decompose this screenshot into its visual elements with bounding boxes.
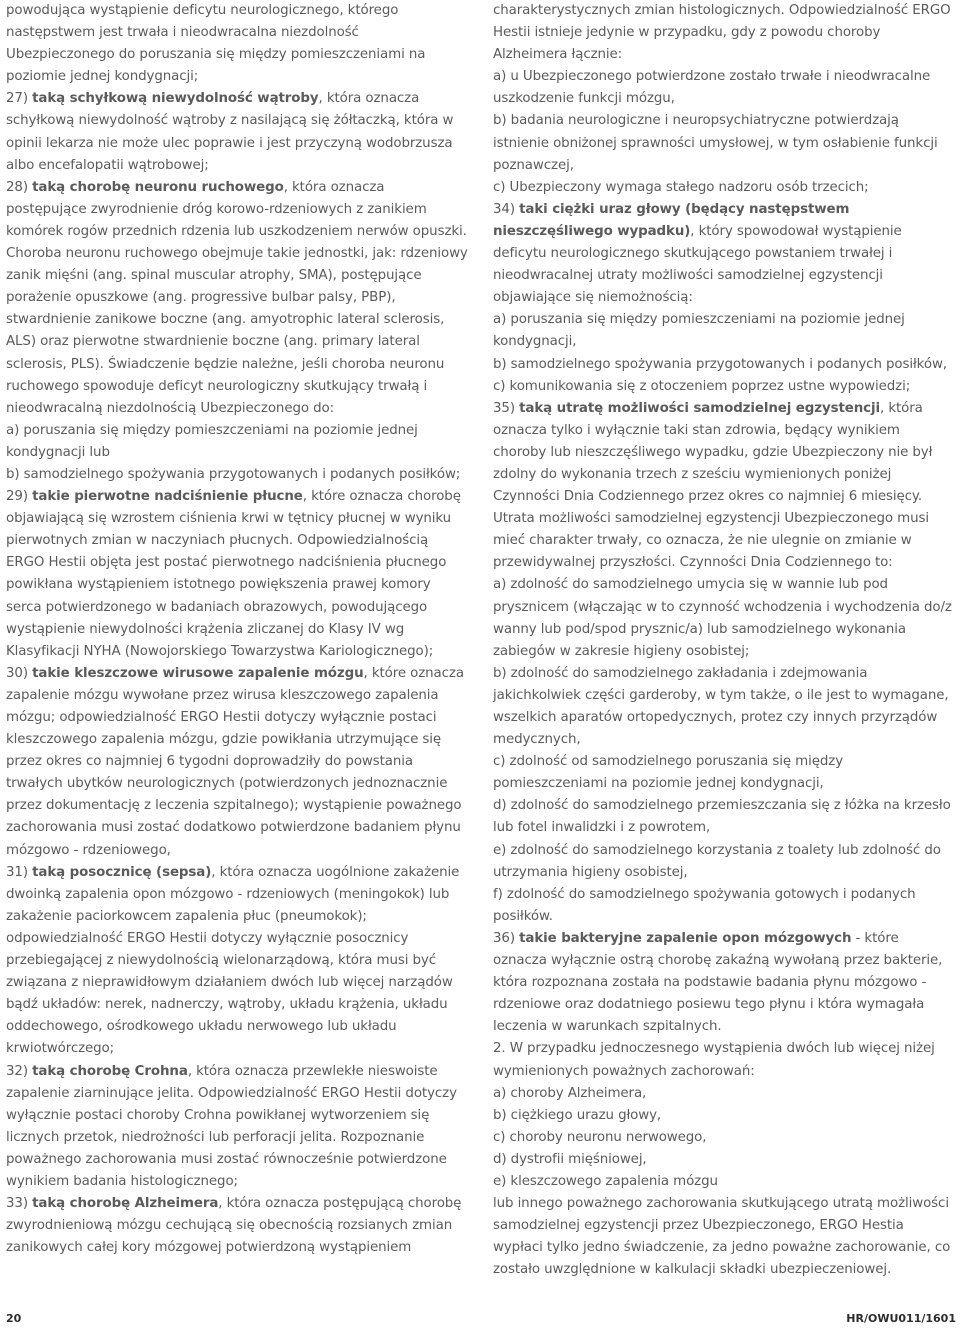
- paragraph: [493, 376, 955, 398]
- text-segment: lub innego poważnego zachorowania skutkującego utratą możliwości samodzielnej egzystencji przez Ubezpieczonego, ERGO Hestia wypłaci tylko jedno świadczenie, za jedno poważne zachorowanie, co zostało uwzględnione w kalkulacji składki ubezpieczeniowej.: [493, 1196, 951, 1278]
- paragraph: [493, 840, 955, 884]
- paragraph: [493, 199, 955, 309]
- paragraph: [493, 354, 955, 376]
- paragraph: [6, 1193, 468, 1259]
- text-segment: b) ciężkiego urazu głowy,: [493, 1107, 662, 1123]
- paragraph: [6, 1061, 468, 1194]
- bold-term: takie pierwotne nadciśnienie płucne: [32, 489, 303, 505]
- paragraph: [493, 110, 955, 176]
- text-segment: 27): [6, 91, 33, 107]
- bold-term: taką utratę możliwości samodzielnej egzystencji: [519, 400, 881, 416]
- paragraph: [6, 663, 468, 862]
- paragraph: [493, 574, 955, 662]
- paragraph: [493, 0, 955, 66]
- text-segment: , która oznacza postępujące zwyrodnienie dróg korowo-rdzeniowych z zanikiem komórek rogów przednich rdzenia lub uszkodzeniem nerwów opuszki. Choroba neuronu ruchowego obejmuje takie jednostki, jak: rdzeniowy zanik mięśni (ang. spinal muscular atrophy, SMA), postępujące porażenie opuszkowe (ang. progressive bulbar palsy, PBP), stwardnienie zanikowe boczne (ang. amyotrophic lateral sclerosis, ALS) oraz pierwotne stwardnienie boczne (ang. primary lateral sclerosis, PLS). Świadczenie będzie należne, jeśli choroba neuronu ruchowego spowoduje deficyt neurologiczny skutkujący trwałą i nieodwracalną niezdolnością Ubezpieczonego do:: [6, 179, 468, 416]
- text-segment: b) samodzielnego spożywania przygotowanych i podanych posiłków,: [493, 356, 947, 372]
- bold-term: taką posocznicę (sepsa): [32, 864, 212, 880]
- text-segment: , który spowodował wystąpienie deficytu neurologicznego skutkującego powstaniem trwałej i nieodwracalnej utraty możliwości samodzielnej egzystencji objawiające się niemożnością:: [493, 223, 902, 306]
- text-segment: e) zdolność do samodzielnego korzystania z toalety lub zdolność do utrzymania higieny osobistej,: [493, 842, 941, 880]
- text-segment: 33): [6, 1196, 33, 1212]
- paragraph: [6, 0, 468, 88]
- text-segment: a) choroby Alzheimera,: [493, 1085, 647, 1101]
- text-segment: 32): [6, 1063, 33, 1079]
- text-segment: e) kleszczowego zapalenia mózgu: [493, 1173, 718, 1189]
- paragraph: [493, 751, 955, 795]
- paragraph: [493, 1083, 955, 1105]
- text-segment: - które oznacza wyłącznie ostrą chorobę zakaźną wywołaną przez bakterie, która rozpoznana została na podstawie badania płynu mózgowo - rdzeniowe oraz dodatniego posiewu tego płynu i która wymagała leczenia w warunkach szpitalnych.: [493, 930, 943, 1035]
- text-segment: , która oznacza postępującą chorobę zwyrodnieniową mózgu cechującą się obecnością rozsianych zmian zanikowych całej kory mózgowej potwierdzoną wystąpieniem: [6, 1196, 462, 1256]
- text-segment: , które oznacza chorobę objawiającą się wzrostem ciśnienia krwi w tętnicy płucnej w wyniku pierwotnych zmian w naczyniach płucnych. Odpowiedzialnością ERGO Hestii objęta jest postać pierwotnego nadciśnienia płucnego powikłana wystąpieniem istotnego powiększenia prawej komory serca potwierdzonego w badaniach obrazowych, powodującego wystąpienie niewydolności krążenia zliczanej do Klasy IV wg Klasyfikacji NYHA (Nowojorskiego Towarzystwa Kariologicznego);: [6, 489, 461, 659]
- bold-term: taką schyłkową niewydolność wątroby: [32, 91, 319, 107]
- text-segment: b) badania neurologiczne i neuropsychiatryczne potwierdzają istnienie obniżonej sprawności umysłowej, w tym osłabienie funkcji poznawczej,: [493, 113, 938, 173]
- text-segment: d) zdolność do samodzielnego przemieszczania się z łóżka na krzesło lub fotel inwalidzki i z powrotem,: [493, 798, 951, 836]
- paragraph: [493, 884, 955, 928]
- text-segment: d) dystrofii mięśniowej,: [493, 1151, 647, 1167]
- text-segment: a) zdolność do samodzielnego umycia się w wannie lub pod prysznicem (włączając w to czynność wchodzenia i wychodzenia do/z wanny lub pod/spod prysznic/a) lub samodzielnego wykonania zabiegów w zakresie higieny osobistej;: [493, 577, 952, 659]
- text-segment: c) zdolność od samodzielnego poruszania się między pomieszczeniami na poziomie jednej kondygnacji,: [493, 754, 844, 792]
- text-segment: , która oznacza przewlekłe nieswoiste zapalenie ziarninujące jelita. Odpowiedzialność ERGO Hestii dotyczy wyłącznie postaci choroby Crohna powikłanej wytworzeniem się licznych przetok, niedrożności lub perforacji jelita. Rozpoznanie poważnego zachorowania musi zostać równocześnie potwierdzone wynikiem badania histologicznego;: [6, 1063, 457, 1189]
- text-segment: a) poruszania się między pomieszczeniami na poziomie jednej kondygnacji lub: [6, 422, 418, 460]
- paragraph: [493, 1038, 955, 1082]
- document-code: HR/OWU011/1601: [846, 1312, 956, 1325]
- text-segment: c) Ubezpieczony wymaga stałego nadzoru osób trzecich;: [493, 179, 869, 195]
- page-number: 20: [6, 1312, 22, 1325]
- paragraph: [6, 177, 468, 420]
- text-segment: , które oznacza zapalenie mózgu wywołane przez wirusa kleszczowego zapalenia mózgu; odpowiedzialność ERGO Hestii dotyczy wyłącznie postaci kleszczowego zapalenia mózgu, gdzie powikłania utrzymujące się przez okres co najmniej 6 tygodni doprowadziły do powstania trwałych ubytków neurologicznych (potwierdzonych jednoznacznie przez dokumentację z leczenia szpitalnego); wystąpienie poważnego zachorowania musi zostać dodatkowo potwierdzone badaniem płynu mózgowo - rdzeniowego,: [6, 665, 464, 858]
- page-footer: [0, 1312, 960, 1328]
- text-segment: 34): [493, 201, 520, 217]
- text-segment: powodująca wystąpienie deficytu neurologicznego, którego następstwem jest trwała i nieodwracalna niezdolność Ubezpieczonego do poruszania się między pomieszczeniami na poziomie jednej kondygnacji;: [6, 3, 426, 85]
- paragraph: [6, 420, 468, 464]
- right-column: [493, 0, 955, 1281]
- left-column: [6, 0, 468, 1259]
- text-segment: 30): [6, 665, 33, 681]
- paragraph: [493, 1105, 955, 1127]
- text-segment: 35): [493, 400, 520, 416]
- paragraph: [493, 1149, 955, 1171]
- bold-term: taką chorobę neuronu ruchowego: [32, 179, 284, 195]
- text-segment: a) poruszania się między pomieszczeniami na poziomie jednej kondygnacji,: [493, 312, 905, 350]
- paragraph: [493, 663, 955, 751]
- text-segment: , która oznacza uogólnione zakażenie dwoinką zapalenia opon mózgowo - rdzeniowych (meningokok) lub zakażenie paciorkowcem zapalenia płuc (pneumokok); odpowiedzialność ERGO Hestii dotyczy wyłącznie posocznicy przebiegającej z niewydolnością wielonarządową, która musi być związana z nieprawidłowym działaniem dwóch lub więcej narządów bądź układów: nerek, nadnerczy, wątroby, układu krążenia, układu oddechowego, ośrodkowego układu nerwowego lub układu krwiotwórczego;: [6, 864, 460, 1057]
- bold-term: takie kleszczowe wirusowe zapalenie mózgu: [32, 665, 364, 681]
- text-segment: 36): [493, 930, 520, 946]
- text-segment: 31): [6, 864, 33, 880]
- paragraph: [493, 398, 955, 575]
- bold-term: taką chorobę Alzheimera: [32, 1196, 219, 1212]
- paragraph: [6, 862, 468, 1061]
- paragraph: [493, 309, 955, 353]
- text-segment: b) samodzielnego spożywania przygotowanych i podanych posiłków;: [6, 466, 461, 482]
- paragraph: [6, 486, 468, 663]
- paragraph: [493, 928, 955, 1038]
- text-segment: f) zdolność do samodzielnego spożywania gotowych i podanych posiłków.: [493, 886, 916, 924]
- bold-term: taki ciężki uraz głowy (będący następstwem nieszczęśliwego wypadku): [493, 201, 850, 239]
- text-segment: , która oznacza schyłkową niewydolność wątroby z nasilającą się żółtaczką, która w opinii lekarza nie może ulec poprawie i jest przyczyną wodobrzusza albo encefalopatii wątrobowej;: [6, 91, 454, 173]
- text-segment: 29): [6, 489, 33, 505]
- paragraph: [493, 1127, 955, 1149]
- bold-term: takie bakteryjne zapalenie opon mózgowych: [519, 930, 852, 946]
- text-segment: 2. W przypadku jednoczesnego wystąpienia dwóch lub więcej niżej wymienionych poważnych zachorowań:: [493, 1041, 935, 1079]
- paragraph: [493, 1193, 955, 1281]
- paragraph: [493, 177, 955, 199]
- text-segment: a) u Ubezpieczonego potwierdzone zostało trwałe i nieodwracalne uszkodzenie funkcji mózgu,: [493, 69, 931, 107]
- paragraph: [6, 88, 468, 176]
- text-segment: b) zdolność do samodzielnego zakładania i zdejmowania jakichkolwiek części garderoby, w tym także, o ile jest to wymagane, wszelkich aparatów ortopedycznych, protez czy innych przyrządów medycznych,: [493, 665, 949, 748]
- text-segment: c) choroby neuronu nerwowego,: [493, 1129, 707, 1145]
- paragraph: [493, 795, 955, 839]
- paragraph: [493, 1171, 955, 1193]
- bold-term: taką chorobę Crohna: [32, 1063, 188, 1079]
- text-segment: c) komunikowania się z otoczeniem poprzez ustne wypowiedzi;: [493, 378, 911, 394]
- text-segment: , która oznacza tylko i wyłącznie taki stan zdrowia, będący wynikiem choroby lub nieszczęśliwego wypadku, gdzie Ubezpieczony nie był zdolny do wykonania trzech z sześciu wymienionych poniżej Czynności Dnia Codziennego przez okres co najmniej 6 miesięcy. Utrata możliwości samodzielnej egzystencji Ubezpieczonego musi mieć charakter trwały, co oznacza, że nie ulegnie on zmianie w przewidywalnej przyszłości. Czynności Dnia Codziennego to:: [493, 400, 933, 571]
- text-segment: charakterystycznych zmian histologicznych. Odpowiedzialność ERGO Hestii istnieje jedynie w przypadku, gdy z powodu choroby Alzheimera łącznie:: [493, 3, 951, 63]
- text-segment: 28): [6, 179, 33, 195]
- paragraph: [6, 464, 468, 486]
- paragraph: [493, 66, 955, 110]
